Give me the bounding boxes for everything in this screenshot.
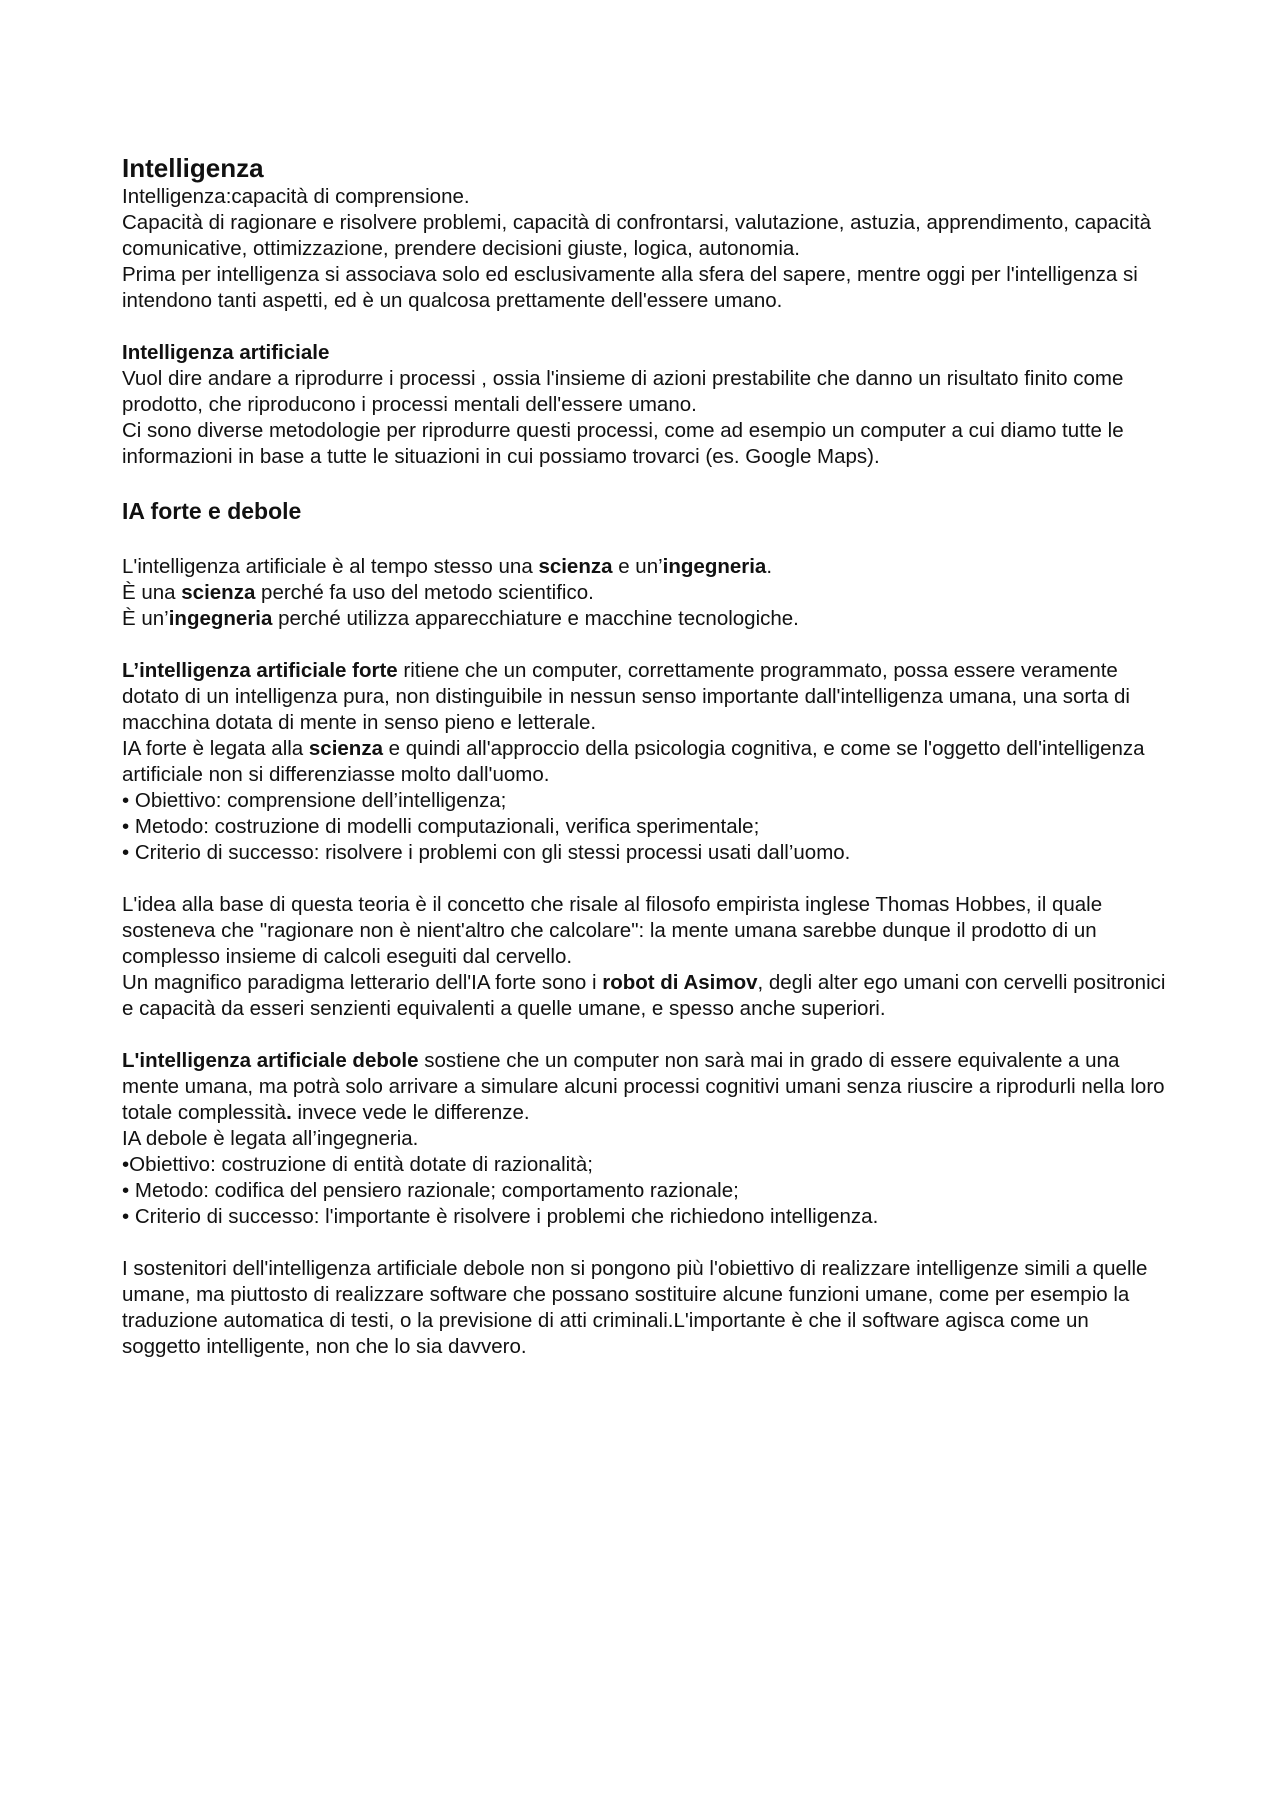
paragraph-asimov [122, 970, 1172, 1022]
text: sostiene che un computer non sarà mai in grado di essere equivalente a una mente umana, ma potrà solo arrivare a simulare alcuni processi cognitivi umani senza riuscire a riprodurli nella loro totale complessità [122, 1049, 1165, 1124]
bold-ia-forte: L’intelligenza artificiale forte [122, 659, 398, 682]
heading-intelligenza: Intelligenza [122, 153, 264, 183]
paragraph-capacita: Capacità di ragionare e risolvere problemi, capacità di confrontarsi, valutazione, astuzia, apprendimento, capacità comunicative, ottimizzazione, prendere decisioni giuste, logica, autonomia. [122, 211, 1151, 260]
text: ritiene che un computer, correttamente programmato, possa essere veramente dotato di un intelligenza pura, non distinguibile in nessun senso importante dall'intelligenza umana, una sorta di macchina dotata di mente in senso pieno e letterale. [122, 659, 1130, 734]
paragraph-ia-forte-scienza [122, 736, 1172, 788]
text: e quindi all'approccio della psicologia cognitiva, e come se l'oggetto dell'intelligenza artificiale non si differenziasse molto dall'uomo. [122, 737, 1145, 786]
text: perché fa uso del metodo scientifico. [255, 581, 594, 604]
text: perché utilizza apparecchiature e macchine tecnologiche. [272, 607, 799, 630]
paragraph-sostenitori: I sostenitori dell'intelligenza artificiale debole non si pongono più l'obiettivo di realizzare intelligenze simili a quelle umane, ma piuttosto di realizzare software che possano sostituire alcune funzioni umane, come per esempio la traduzione automatica di testi, o la previsione di atti criminali.L'importante è che il software agisca come un soggetto intelligente, non che lo sia davvero. [122, 1257, 1148, 1358]
bold-dot: . [286, 1101, 292, 1124]
paragraph-ia-metodologie: Ci sono diverse metodologie per riprodurre questi processi, come ad esempio un computer a cui diamo tutte le informazioni in base a tutte le situazioni in cui possiamo trovarci (es. Google Maps). [122, 419, 1124, 468]
list-item: • Criterio di successo: l'importante è risolvere i problemi che richiedono intelligenza. [122, 1205, 879, 1228]
text: IA forte è legata alla [122, 737, 309, 760]
bold-scienza: scienza [538, 555, 613, 578]
list-item: • Criterio di successo: risolvere i problemi con gli stessi processi usati dall’uomo. [122, 841, 851, 864]
paragraph-ia-forte [122, 658, 1172, 736]
text: invece vede le differenze. [291, 1101, 530, 1124]
text: È una [122, 581, 182, 604]
paragraph-hobbes: L'idea alla base di questa teoria è il concetto che risale al filosofo empirista inglese Thomas Hobbes, il quale sosteneva che "ragionare non è nient'altro che calcolare": la mente umana sarebbe dunque il prodotto di un complesso insieme di calcoli eseguiti dal cervello. [122, 893, 1103, 968]
paragraph-ia-debole-ingegneria: IA debole è legata all’ingegneria. [122, 1127, 419, 1150]
text: e un’ [612, 555, 663, 578]
heading-intelligenza-artificiale: Intelligenza artificiale [122, 341, 330, 364]
list-item: • Obiettivo: comprensione dell’intelligenza; [122, 789, 507, 812]
list-ia-forte [122, 788, 1172, 866]
list-item: • Metodo: costruzione di modelli computazionali, verifica sperimentale; [122, 815, 760, 838]
bold-robot-asimov: robot di Asimov [602, 971, 758, 994]
list-item: •Obiettivo: costruzione di entità dotate di razionalità; [122, 1153, 593, 1176]
bold-scienza: scienza [308, 737, 383, 760]
paragraph-scienza [122, 580, 1172, 606]
text: . [766, 555, 773, 578]
heading-ia-forte-debole: IA forte e debole [122, 498, 302, 524]
bold-ingegneria: ingegneria [168, 607, 273, 630]
bold-scienza: scienza [181, 581, 256, 604]
list-item: • Metodo: codifica del pensiero razionale; comportamento razionale; [122, 1179, 739, 1202]
text: , degli alter ego umani con cervelli positronici e capacità da esseri senzienti equivalenti a quelle umane, e spesso anche superiori. [122, 971, 1166, 1020]
document-page [122, 152, 1172, 1360]
bold-ia-debole: L'intelligenza artificiale debole [122, 1049, 419, 1072]
paragraph-prima: Prima per intelligenza si associava solo ed esclusivamente alla sfera del sapere, mentre oggi per l'intelligenza si intendono tanti aspetti, ed è un qualcosa prettamente dell'essere umano. [122, 263, 1138, 312]
list-ia-debole [122, 1152, 1172, 1230]
paragraph-ia-debole [122, 1048, 1172, 1126]
text: L'intelligenza artificiale è al tempo stesso una [122, 555, 539, 578]
text: È un’ [122, 607, 169, 630]
paragraph-ingegneria [122, 606, 1172, 632]
paragraph-definizione: Intelligenza:capacità di comprensione. [122, 185, 470, 208]
paragraph-ia-definizione: Vuol dire andare a riprodurre i processi , ossia l'insieme di azioni prestabilite che danno un risultato finito come prodotto, che riproducono i processi mentali dell'essere umano. [122, 367, 1124, 416]
text: Un magnifico paradigma letterario dell'IA forte sono i [122, 971, 603, 994]
bold-ingegneria: ingegneria [662, 555, 767, 578]
paragraph-scienza-ingegneria [122, 554, 1172, 580]
